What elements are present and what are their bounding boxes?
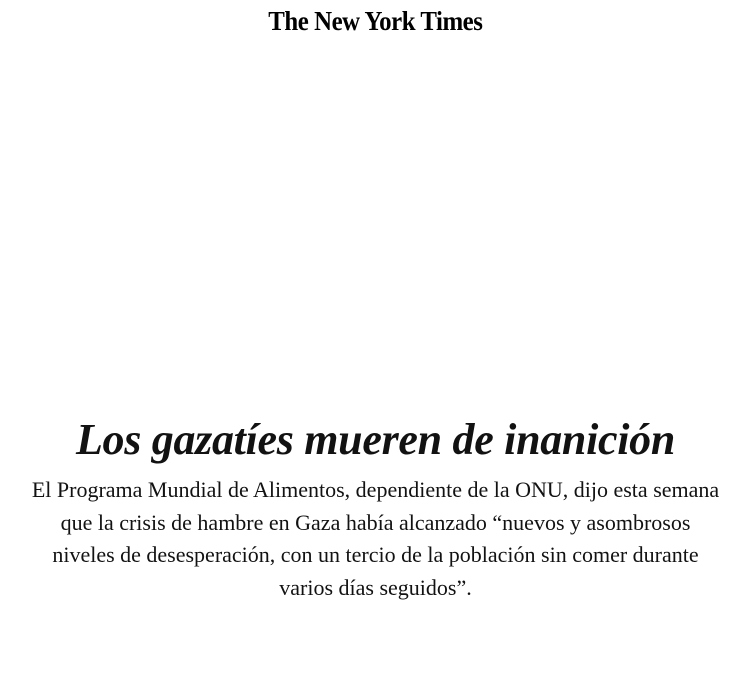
nyt-logo[interactable]: The New York Times — [268, 6, 483, 36]
article-summary: El Programa Mundial de Alimentos, dependiente de la ONU, dijo esta semana que la crisis de hambre en Gaza había alcanzado “nuevos y asombrosos niveles de desesperación, con un tercio de la población sin comer durante varios días seguidos”. — [31, 477, 720, 600]
headline[interactable]: Los gazatíes mueren de inanición — [75, 415, 676, 464]
article-image — [0, 44, 751, 404]
article-card[interactable] — [20, 410, 731, 604]
masthead — [0, 3, 751, 39]
